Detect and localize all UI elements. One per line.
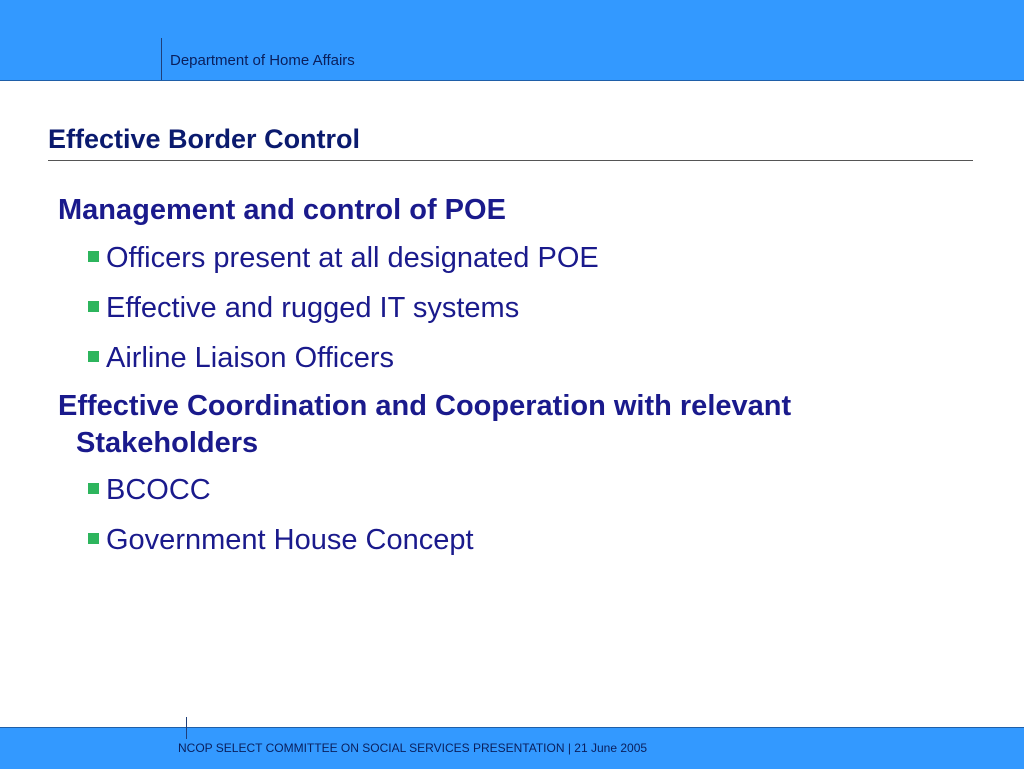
header-divider <box>161 38 162 80</box>
square-bullet-icon <box>88 301 99 312</box>
bullet-item <box>88 334 958 384</box>
bullet-text: Officers present at all designated POE <box>106 242 599 275</box>
bullet-list-management <box>58 234 958 384</box>
square-bullet-icon <box>88 533 99 544</box>
footer-divider <box>186 717 187 739</box>
slide-content <box>58 192 958 565</box>
bullet-text: BCOCC <box>106 473 211 506</box>
square-bullet-icon <box>88 351 99 362</box>
organization-name: Department of Home Affairs <box>170 52 355 69</box>
footer-text: NCOP SELECT COMMITTEE ON SOCIAL SERVICES PRESENTATION | 21 June 2005 <box>178 741 648 755</box>
bullet-item <box>88 515 958 565</box>
section-heading-coordination: Effective Coordination and Cooperation with relevant Stakeholders <box>58 389 792 460</box>
square-bullet-icon <box>88 251 99 262</box>
header-bar <box>0 0 1024 81</box>
title-rule <box>48 160 973 161</box>
bullet-text: Airline Liaison Officers <box>106 342 394 375</box>
square-bullet-icon <box>88 483 99 494</box>
bullet-list-coordination <box>58 465 958 565</box>
bullet-text: Government House Concept <box>106 523 474 556</box>
section-heading-management: Management and control of POE <box>58 194 506 226</box>
bullet-text: Effective and rugged IT systems <box>106 292 520 325</box>
bullet-item <box>88 284 958 334</box>
slide-title: Effective Border Control <box>48 124 361 154</box>
bullet-item <box>88 465 958 515</box>
bullet-item <box>88 234 958 284</box>
